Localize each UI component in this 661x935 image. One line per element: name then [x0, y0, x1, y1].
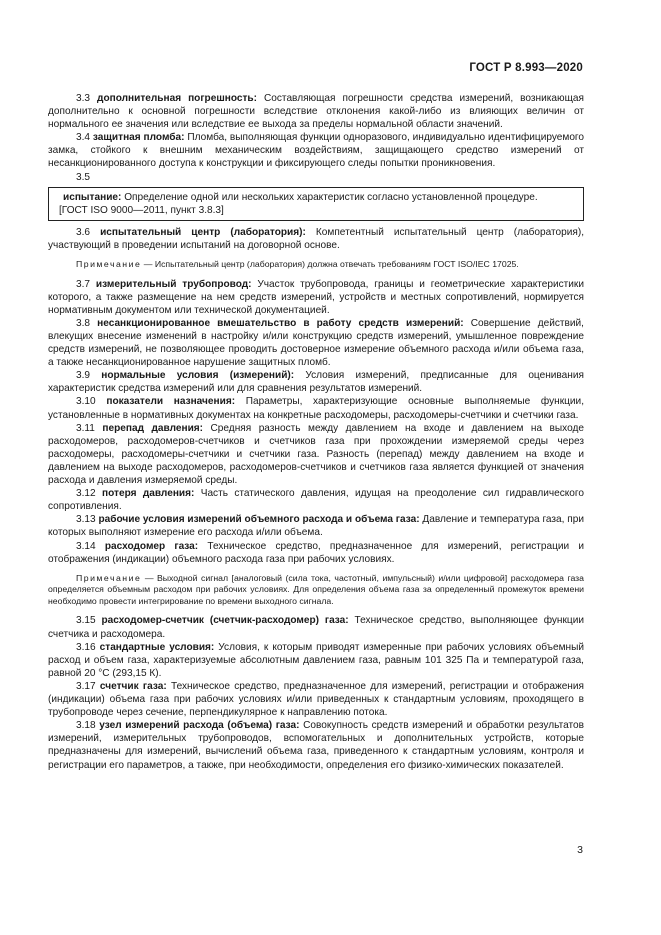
term-head: испытание: [63, 191, 122, 203]
term-3-5-box [48, 187, 584, 221]
term-head: защитная пломба: [92, 132, 185, 144]
term-3-7: 3.7 измерительный трубопровод: Участок трубопровода, границы и геометрические характеристики которого, а также размещение на нем средств измерений, устройств и местных сопротивлений, нормируется нормативным документом или технической документацией. [48, 278, 584, 316]
term-3-18: 3.18 узел измерений расхода (объема) газа: Совокупность средств измерений и обработки результатов измерений, измерительных трубопроводов, вспомогательных и дополнительных устройств, которые предназначены для измерений, вычислений объема газа, приведенного к стандартным условиям, контроля и регистрации его параметров, а также, при необходимости, определения его физико-химических показателей. [48, 720, 584, 771]
term-3-17: 3.17 счетчик газа: Техническое средство, предназначенное для измерений, регистрации и отображения (индикации) объема газа при рабочих условиях и/или приведенных к стандартным условиям, проходящего в трубопроводе через сечение, перпендикулярное к направлению потока. [48, 680, 584, 719]
term-3-10: 3.10 показатели назначения: Параметры, характеризующие основные выполняемые функции, установленные в нормативных документах на конкретные расходомеры, расходомеры-счетчики и счетчики газа. [48, 396, 585, 421]
term-head: рабочие условия измерений объемного расхода и объема газа: [98, 514, 420, 526]
term-head: расходомер-счетчик (счетчик-расходомер) газа: [101, 615, 349, 627]
standard-header: ГОСТ Р 8.993—2020 [469, 62, 583, 74]
term-head: измерительный трубопровод: [95, 278, 252, 290]
term-3-13: 3.13 рабочие условия измерений объемного расхода и объема газа: Давление и температура газа, при которых выполняют измерение его расхода и/или объема. [48, 514, 584, 539]
term-3-16: 3.16 стандартные условия: Условия, к которым приводят измеренные при рабочих условиях объемный расход и объем газа, характеризуемые абсолютным давлением газа, равным 101 325 Па и температурой газа, равной 20 °С (293,15 К). [48, 641, 584, 679]
term-3-5: испытание: Определение одной или нескольких характеристик согласно установленной процедуре. [63, 191, 538, 203]
term-3-6: 3.6 испытательный центр (лаборатория): Компетентный испытательный центр (лаборатория), участвующий в проведении испытаний на договорной основе. [48, 226, 584, 251]
term-3-5-number: 3.5 [76, 171, 91, 183]
note-3-6: Примечание — Испытательный центр (лаборатория) должна отвечать требованиям ГОСТ ISO/IEC 17025. [76, 259, 519, 270]
term-head: испытательный центр (лаборатория): [100, 226, 306, 238]
terms-section [48, 92, 584, 772]
term-head: перепад давления: [102, 422, 204, 434]
term-3-15: 3.15 расходомер-счетчик (счетчик-расходомер) газа: Техническое средство, выполняющее функции счетчика и расходомера. [48, 615, 584, 640]
term-head: потеря давления: [102, 488, 195, 500]
term-3-11: 3.11 перепад давления: Средняя разность между давлением на входе и давлением на выходе расходомеров, расходомеров-счетчиков и счетчиков газа при прохождении измеряемой среды через расходомеры, расходомеры-счетчики и счетчики газа. Разность (перепад) между давлением на входе и давлением на выходе расходомеров, расходомеров-счетчиков и счетчиков газа является функцией от значения расхода и давления измеряемой среды. [48, 422, 584, 487]
term-head: несанкционированное вмешательство в работу средств измерений: [97, 317, 464, 329]
term-head: дополнительная погрешность: [97, 93, 257, 104]
term-head: расходомер газа: [104, 540, 199, 552]
term-head: нормальные условия (измерений): [101, 370, 295, 382]
term-3-14: 3.14 расходомер газа: Техническое средство, предназначенное для измерений, регистрации и отображения (индикации) объемного расхода газа при рабочих условиях. [48, 540, 584, 565]
term-3-8: 3.8 несанкционированное вмешательство в работу средств измерений: Совершение действий, влекущих внесение изменений в настройку и/или конструкцию средств измерений, умышленное повреждение средств измерений, не позволяющее проводить достоверное измерение объемного расхода и/или объема газа, а также несанкционированное нарушение защитных пломб. [48, 317, 584, 369]
term-3-9: 3.9 нормальные условия (измерений): Условия измерений, предписанные для оценивания характеристик средства измерений или для сравнения результатов измерений. [48, 370, 584, 395]
term-3-12: 3.12 потеря давления: Часть статического давления, идущая на преодоление сил гидравлического сопротивления. [48, 488, 584, 513]
term-head: узел измерений расхода (объема) газа: [99, 720, 300, 732]
note-3-14: Примечание — Выходной сигнал [аналоговый (сила тока, частотный, импульсный) и/или цифровой] расходомера газа определяется объемным расходом при рабочих условиях. Для определения объема газа за определенный промежуток времени необходимо провести интегрирование по времени выходного сигнала. [48, 572, 584, 606]
term-head: стандартные условия: [99, 641, 215, 653]
term-head: показатели назначения: [106, 396, 236, 408]
term-3-3: 3.3 дополнительная погрешность: Составляющая погрешности средства измерений, возникающая дополнительно к основной погрешности вследствие отклонения какой-либо из влияющих величин от нормального ее значения или вследствие ее выхода за пределы нормальной области значений. [48, 93, 584, 131]
term-head: счетчик газа: [99, 680, 167, 692]
term-3-5-reference: [ГОСТ ISO 9000—2011, пункт 3.8.3] [59, 204, 224, 216]
page-number: 3 [577, 844, 583, 856]
term-3-4: 3.4 защитная пломба: Пломба, выполняющая функции одноразового, индивидуально идентифицируемого замка, стойкого к внешним механическим воздействиям, защищающего средство измерений от несанкционированного доступа к конструкции и фиксирующего следы попытки проникновения. [48, 132, 585, 170]
